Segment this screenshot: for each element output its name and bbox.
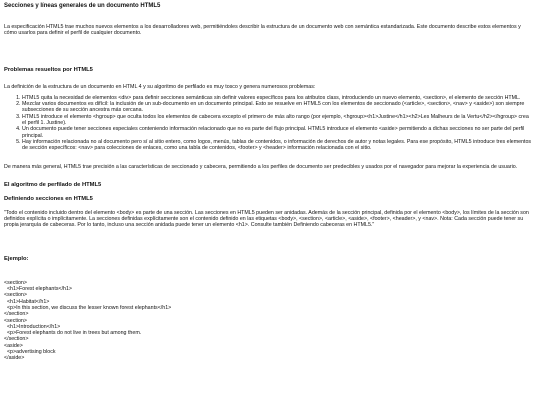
code-line: <p>Forest elephants do not live in trees but among them. (4, 330, 142, 337)
problems-list (4, 95, 534, 152)
document-title: Secciones y líneas generales de un documento HTML5 (4, 3, 161, 9)
code-line: <p>In this section, we discuss the lesser known forest elephants</h1> (4, 304, 172, 311)
code-line: </section> (4, 336, 29, 343)
problems-list-item: 4. Un documento puede tener secciones especiales conteniendo información relacionado que no es parte del flujo principal. HTML5 introduce el elemento <aside> permitiendo a dichas secciones no ser parte del perfil principal. (22, 126, 534, 139)
code-line: </aside> (4, 355, 25, 362)
code-line: <h1>Habitat</h1> (4, 298, 50, 305)
algorithm-heading: El algoritmo de perfilado de HTML5 (4, 181, 102, 188)
code-line: <h1>Forest elephants</h1> (4, 286, 73, 293)
problems-list-item: 1. HTML5 quita la necesidad de elementos <div> para definir secciones semánticas sin definir valores específicos para los atributos class, introduciendo un nuevo elemento, <section>, el elemento de sección HTML. (22, 95, 534, 101)
document-body (4, 3, 534, 362)
defining-sections-paragraph: "Todo el contenido incluido dentro del elemento <body> es parte de una sección. Las secciones en HTML5 pueden ser anidadas. Además de la sección principal, definida por el elemento <body>, los límites de la sección son definidos explícita o implícitamente. La secciones definidas explícitamente son el contenido definido en las etiquetas <body>, <section>, <article>, <aside>, <footer>, <header>, y <nav>. Nota: Cada sección puede tener su propia jerarquía de cabeceras. Por lo tanto, incluso una sección anidada puede tener un elemento <h1>. Consulte también Definiendo cabeceras en HTML5." (4, 209, 529, 229)
problems-list-item: 2. Mezclar varios documentos es difícil: la inclusión de un sub-documento en un documento principal. Esto se resuelve en HTML5 con los elementos de seccionado (<article>, <section>, <nav> y <aside>) son siempre subsecciones de su sección ancestra más cercana. (22, 101, 534, 114)
intro-paragraph: La especificación HTML5 trae muchos nuevos elementos a los desarrolladores web, permitiéndoles describir la estructura de un documento web con semántica estandarizada. Este documento describe estos elementos y cómo usarlos para definir el perfil de cualquier documento. (4, 24, 521, 37)
defining-sections-heading: Definiendo secciones en HTML5 (4, 195, 93, 202)
problems-heading: Problemas resueltos por HTML5 (4, 66, 93, 73)
code-line: <aside> (4, 342, 23, 349)
code-line: <section> (4, 317, 27, 324)
code-line: <p>advertising block (4, 349, 56, 356)
code-example (4, 280, 534, 362)
problems-lead-paragraph: La definición de la estructura de un documento en HTML 4 y su algoritmo de perfilado es muy tosco y genera numerosos problemas: (4, 83, 316, 90)
code-line: <h1>Introduction</h1> (4, 323, 61, 330)
code-line: </section> (4, 311, 29, 318)
code-line: <section> (4, 292, 27, 299)
code-line: <section> (4, 279, 27, 286)
problems-list-item: 5. Hay información relacionada no al documento pero sí al sitio entero, como logos, menús, tablas de contenidos, o información de derechos de autor y notas legales. Para ese propósito, HTML5 introduce tres elementos de sección específicos: <nav> para colecciones de enlaces, como una tabla de contenidos, <footer> y <header> información relacionada con el sitio. (22, 139, 534, 152)
example-heading: Ejemplo: (4, 255, 29, 262)
summary-paragraph: De manera más general, HTML5 trae precisión a las características de seccionado y cabecera, permitiendo a los perfiles de documento ser predecibles y usados por el navegador para mejorar la experiencia de usuario. (4, 163, 518, 170)
problems-list-item: 3. HTML5 introduce el elemento <hgroup> que oculta todos los elementos de cabecera excepto el primero de más alto rango (por ejemplo, <hgroup><h1>Justine</h1><h2>Les Malheurs de la Vertu</h2></hgroup> crea el perfil 1. Justine). (22, 114, 534, 127)
